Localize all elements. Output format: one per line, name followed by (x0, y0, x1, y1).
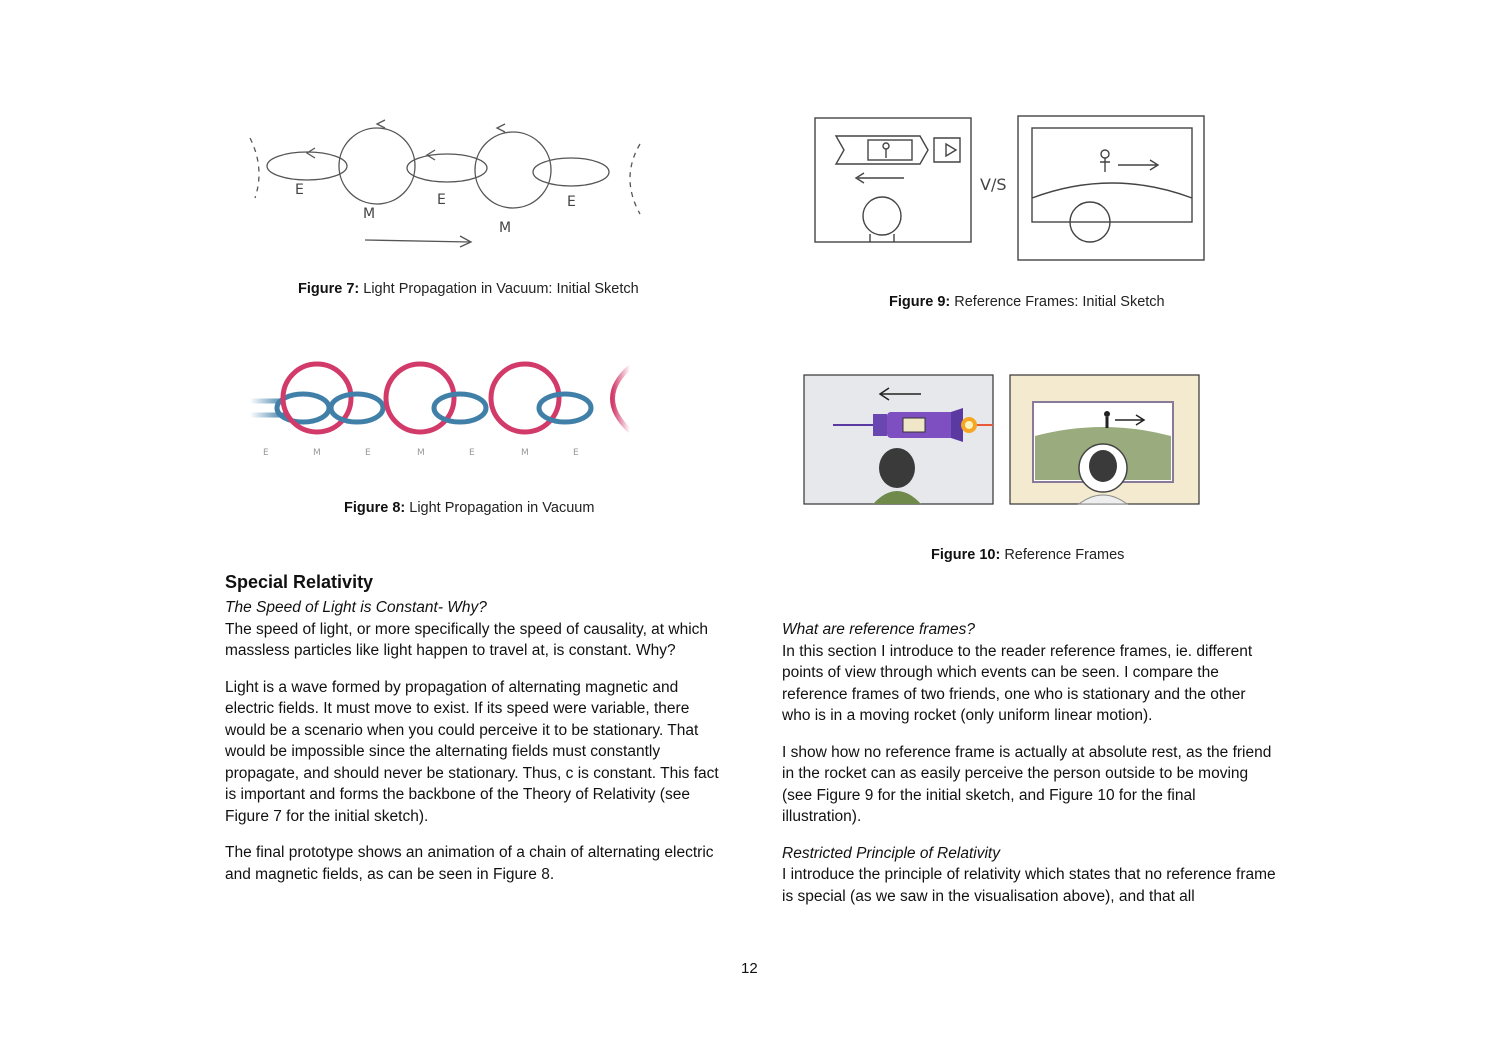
figure-7-text: Light Propagation in Vacuum: Initial Sketch (363, 281, 639, 297)
left-paragraph-1: The speed of light, or more specifically the speed of causality, at which massless particles like light happen to travel at, is constant. Why? (225, 620, 709, 659)
figure-7-sketch (235, 118, 655, 258)
figure-8-caption (344, 500, 594, 516)
figure-10-illustration (803, 374, 1201, 506)
figure-10-caption (931, 547, 1124, 563)
figure-10-label: Figure 10: (931, 547, 1001, 563)
right-column (782, 619, 1278, 907)
sketch-label: E (295, 182, 304, 198)
right-paragraph-2: I show how no reference frame is actually at absolute rest, as the friend in the rocket can as easily perceive the person outside to be moving (see Figure 9 for the initial sketch, and Figure 10 for the final illustration). (782, 743, 1272, 825)
sketch-label: M (499, 220, 512, 236)
left-subheading: The Speed of Light is Constant- Why? (225, 599, 487, 616)
right-subheading-1: What are reference frames? (782, 621, 975, 638)
figure-9-caption (889, 294, 1165, 310)
wave-label: E (573, 448, 579, 458)
page-number: 12 (741, 960, 758, 977)
figure-10-text: Reference Frames (1004, 547, 1125, 563)
figure-8-chain (245, 355, 645, 465)
section-heading: Special Relativity (225, 572, 374, 592)
right-paragraph-1: In this section I introduce to the reader reference frames, ie. different points of view through which events can be seen. I compare the reference frames of two friends, one who is stationary and the other who is in a moving rocket (only uniform linear motion). (782, 642, 1253, 724)
wave-label: M (521, 448, 529, 458)
wave-label: E (263, 448, 269, 458)
figure-9-text: Reference Frames: Initial Sketch (954, 294, 1165, 310)
sketch-label: E (437, 192, 446, 208)
right-subheading-2: Restricted Principle of Relativity (782, 844, 1000, 862)
figure-7-label: Figure 7: (298, 281, 360, 297)
wave-label: E (469, 448, 475, 458)
figure-9-label: Figure 9: (889, 294, 951, 310)
figure-9-sketch (800, 112, 1210, 264)
sketch-label: E (567, 194, 576, 210)
wave-label: M (417, 448, 425, 458)
figure-8-label: Figure 8: (344, 500, 406, 516)
figure-8-text: Light Propagation in Vacuum (409, 500, 595, 516)
sketch-label: M (363, 206, 376, 222)
wave-label: E (365, 448, 371, 458)
left-paragraph-2: Light is a wave formed by propagation of alternating magnetic and electric fields. It must move to exist. If its speed were variable, there would be a scenario when you could perceive it to be stationary. That would be impossible since the alternating fields must constantly propagate, and should never be stationary. Thus, c is constant. This fact is important and forms the backbone of the Theory of Relativity (see Figure 7 for the initial sketch). (225, 678, 719, 825)
figure-7-caption (298, 281, 639, 297)
right-paragraph-3: I introduce the principle of relativity which states that no reference frame is special (as we saw in the visualisation above), and that all (782, 866, 1276, 905)
left-column (225, 597, 720, 885)
left-paragraph-3: The final prototype shows an animation of a chain of alternating electric and magnetic fields, as can be seen in Figure 8. (225, 844, 714, 883)
wave-label: M (313, 448, 321, 458)
vs-label: V/S (980, 175, 1007, 194)
